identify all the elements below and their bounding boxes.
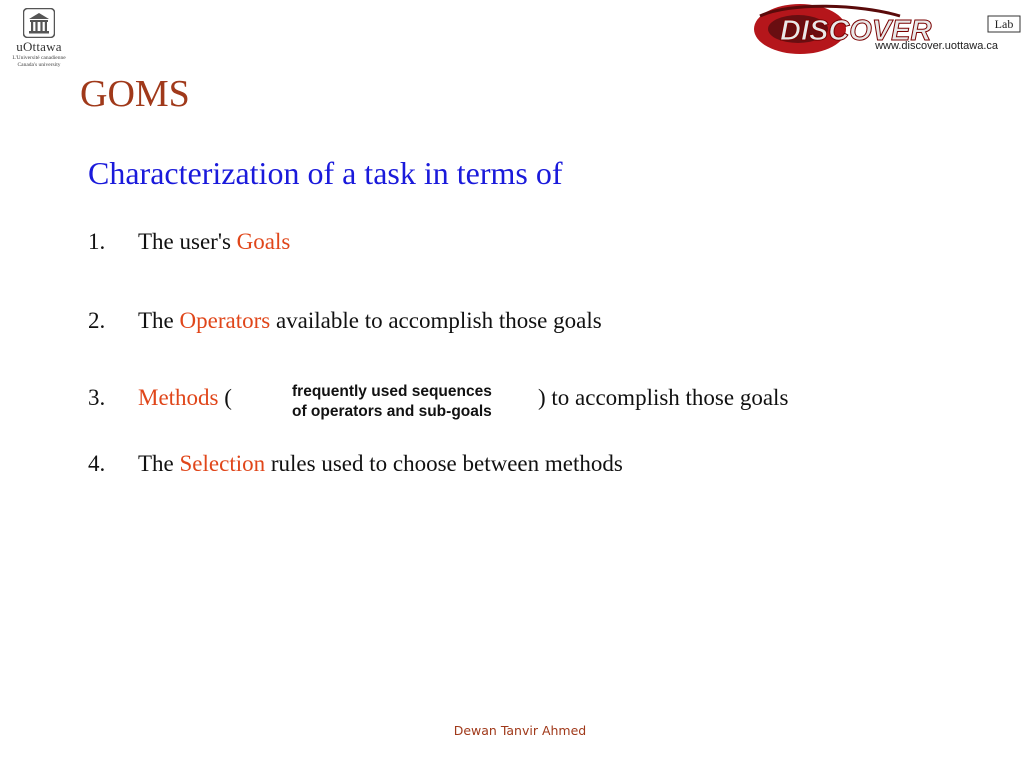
methods-note-line1: frequently used sequences <box>292 383 492 400</box>
methods-note <box>292 382 492 422</box>
item-text: The user's <box>138 229 237 254</box>
discover-wordmark: DISCOVER <box>780 15 932 47</box>
footer-author: Dewan Tanvir Ahmed <box>453 723 587 738</box>
slide-subtitle: Characterization of a task in terms of <box>88 155 563 191</box>
item-number: 2. <box>88 308 106 333</box>
uottawa-tagline-fr: L'Université canadienne <box>12 55 66 61</box>
lab-badge: Lab <box>994 17 1014 31</box>
uottawa-logo <box>8 8 70 69</box>
item-highlight-selection: Selection <box>179 451 266 476</box>
item-text-after: ( <box>218 385 232 410</box>
discover-url: www.discover.uottawa.ca <box>875 40 998 52</box>
university-building-icon <box>23 8 55 38</box>
discover-lab-logo <box>750 2 1022 60</box>
item-highlight-operators: Operators <box>179 308 271 333</box>
slide-title: GOMS <box>80 73 190 115</box>
item-number: 1. <box>88 229 106 254</box>
item-highlight-goals: Goals <box>236 229 291 254</box>
item-number: 3. <box>88 385 106 410</box>
item-highlight-methods: Methods <box>138 385 219 410</box>
item-number: 4. <box>88 451 106 476</box>
item-text: The <box>138 308 180 333</box>
uottawa-tagline-en: Canada's university <box>17 62 61 68</box>
item-text-after: available to accomplish those goals <box>270 308 602 333</box>
item-text: The <box>138 451 180 476</box>
item-text-after: rules used to choose between methods <box>265 451 623 476</box>
methods-text-after-note: ) to accomplish those goals <box>538 385 789 410</box>
uottawa-name: uOttawa <box>16 39 62 54</box>
methods-note-line2: of operators and sub-goals <box>292 403 492 420</box>
